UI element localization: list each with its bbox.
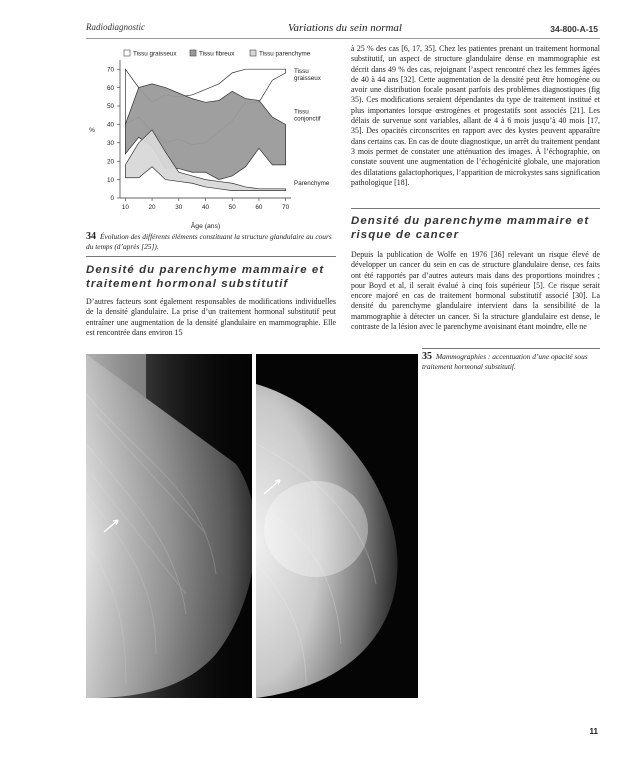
- region-label: conjonctif: [294, 115, 321, 123]
- age-tissue-chart: [86, 44, 330, 240]
- x-axis-label: Âge (ans): [190, 223, 221, 230]
- paragraph-hormonal-intro: D’autres facteurs sont également responsables de modifications individuelles de la densité glandulaire. La prise d’un traitement hormonal substitutif peut entraîner une augmentation de la densité glandulaire en mammographie. Elle est rencontrée dans environ 15: [86, 297, 336, 337]
- x-tick-label: 20: [148, 204, 156, 211]
- x-tick-label: 70: [282, 204, 290, 211]
- region-label: Tissu: [294, 67, 309, 75]
- x-tick-label: 50: [228, 204, 236, 211]
- y-axis-label: %: [89, 126, 95, 134]
- section-rule: [86, 256, 336, 257]
- section-title-cancer-risk: Densité du parenchyme mammaire et risque de cancer: [351, 215, 590, 241]
- running-header-left: Radiodiagnostic: [86, 22, 145, 32]
- y-tick-label: 0: [110, 195, 114, 203]
- figure-35-text: Mammographies : accentuation d’une opacité sous traitement hormonal substitutif.: [422, 352, 588, 371]
- legend-label: Tissu fibreux: [199, 50, 235, 58]
- y-tick-label: 40: [106, 121, 114, 129]
- legend-swatch: [124, 50, 130, 56]
- running-header-title: Variations du sein normal: [288, 22, 402, 34]
- x-tick-label: 10: [121, 204, 129, 211]
- x-tick-label: 40: [201, 204, 210, 211]
- figure-35-caption: [422, 352, 600, 371]
- figure-34-text: Évolution des différents éléments constituant la structure glandulaire au cours du temps (d’après [25]).: [86, 232, 332, 251]
- legend-swatch: [250, 50, 256, 56]
- figure-35-number: 35: [422, 351, 432, 362]
- y-tick-label: 50: [106, 103, 114, 111]
- mammogram-after: [256, 354, 418, 698]
- region-label: graisseux: [294, 75, 321, 83]
- y-tick-label: 70: [106, 66, 114, 74]
- page-number: 11: [589, 727, 598, 736]
- legend-label: Tissu graisseux: [133, 50, 177, 58]
- mammogram-before: [86, 354, 252, 698]
- paragraph-cancer-risk: Depuis la publication de Wolfe en 1976 [36] relevant un risque élevé de développer un cancer du sein en cas de structure glandulaire dense, ces faits ont été rapportés par d’autres auteurs mais dans des proportions moindres ; pour Boyd et al, il serait évalué à cinq fois supérieur [5]. Ce risque serait encore majoré en cas de traitement hormonal substitutif associé [30]. La densité du parenchyme glandulaire intervient dans la sensibilité de la mammographie à détecter un cancer. Si la structure glandulaire est dense, le contraste de la lésion avec le parenchyme avoisinant étant moindre, elle ne: [351, 250, 600, 332]
- y-tick-label: 10: [106, 176, 114, 184]
- region-label: Parenchyme: [294, 180, 330, 188]
- y-tick-label: 20: [106, 158, 114, 166]
- section-rule: [351, 208, 600, 209]
- legend-label: Tissu parenchyme: [259, 50, 311, 58]
- y-tick-label: 30: [106, 140, 114, 147]
- caption-rule: [422, 348, 600, 349]
- legend-swatch: [190, 50, 196, 56]
- running-header-reference: 34-800-A-15: [550, 24, 598, 34]
- x-tick-label: 60: [255, 204, 263, 211]
- y-tick-label: 60: [106, 84, 114, 92]
- x-tick-label: 30: [175, 204, 183, 211]
- section-title-hormonal: Densité du parenchyme mammaire et traitement hormonal substitutif: [86, 264, 325, 290]
- header-rule: [86, 38, 600, 39]
- region-label: Tissu: [294, 108, 309, 116]
- paragraph-hormonal-continued: à 25 % des cas [6, 17, 35]. Chez les patientes prenant un traitement hormonal substitutif, un aspect de structure glandulaire dense en mammographie est décrit dans 49 % des cas, rejoignant l’aspect rencontré chez les femmes âgées de 40 à 44 ans [32]. Cette augmentation de la densité peut être homogène ou avoir une distribution focale posant parfois des problèmes diagnostiques (fig 35). Ces modifications seraient dépendantes du type de traitement institué et plus importantes lorsque œstrogènes et progestatifs sont associés [21]. Les délais de survenue sont variables, allant de 4 à 6 mois jusqu’à 40 mois [17, 35]. Des opacités circonscrites en rapport avec des kystes peuvent apparaître dans certains cas. En cas de doute diagnostique, un arrêt du traitement pendant 3 mois permet de constater une atténuation des images. À l’échographie, on constate souvent une augmentation de l’échogénicité globale, une majoration des dilatations galactophoriques, l’apparition de microkystes sans signification pathologique [18].: [351, 44, 600, 187]
- figure-34-caption: [86, 232, 336, 251]
- figure-34-number: 34: [86, 231, 96, 242]
